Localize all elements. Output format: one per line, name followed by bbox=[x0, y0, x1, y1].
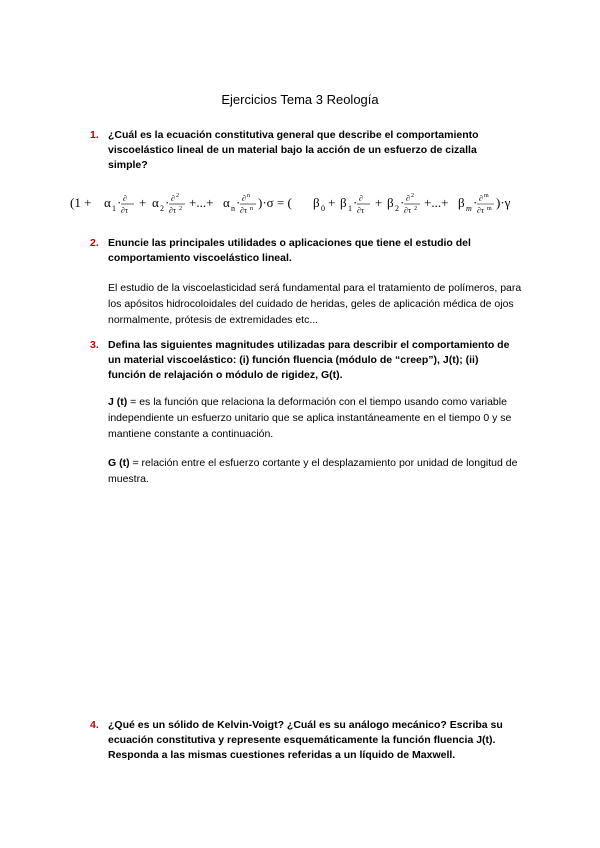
formula-alpha: α bbox=[152, 195, 159, 210]
question-number: 2. bbox=[90, 237, 99, 249]
formula-dot: · bbox=[353, 195, 358, 210]
formula-denominator: ∂τ bbox=[404, 206, 412, 215]
formula-sub: n bbox=[231, 204, 235, 213]
constitutive-equation bbox=[70, 185, 540, 225]
formula-denominator: ∂τ bbox=[357, 206, 365, 215]
question-3 bbox=[90, 338, 510, 383]
formula-numerator: ∂ bbox=[406, 194, 410, 203]
formula-sup: m bbox=[484, 193, 489, 199]
formula-sub: m bbox=[466, 204, 472, 213]
document-title: Ejercicios Tema 3 Reología bbox=[221, 92, 379, 107]
formula-numerator: ∂ bbox=[359, 194, 363, 203]
question-number: 4. bbox=[90, 719, 99, 731]
formula-ellipsis: +...+ bbox=[189, 195, 214, 210]
formula-sub: 1 bbox=[112, 204, 116, 213]
formula-denominator: ∂τ bbox=[477, 206, 485, 215]
formula-numerator: ∂ bbox=[479, 194, 483, 203]
formula-sup: 2 bbox=[414, 206, 417, 212]
formula-sigma: )·σ = ( bbox=[258, 195, 292, 210]
answer-g bbox=[108, 455, 528, 487]
formula-beta: β bbox=[458, 195, 465, 210]
formula-open: (1 + bbox=[70, 195, 92, 210]
formula-dot: · bbox=[400, 195, 405, 210]
formula-sup: 2 bbox=[176, 193, 179, 199]
formula-sup: 2 bbox=[179, 206, 182, 212]
formula-sup: m bbox=[487, 206, 492, 212]
question-text: ¿Qué es un sólido de Kelvin-Voigt? ¿Cuál es su análogo mecánico? Escriba su ecuación constitutiva y represente esquemáticamente la función fluencia J(t). Responda a las mismas cuestiones referidas a un líquido de Maxwell. bbox=[108, 719, 503, 761]
formula-sub: 2 bbox=[160, 204, 164, 213]
formula-denominator: ∂τ bbox=[121, 206, 129, 215]
j-label: J (t) bbox=[108, 396, 128, 408]
question-text: Enuncie las principales utilidades o aplicaciones que tiene el estudio del comportamiento viscoelástico lineal. bbox=[108, 237, 471, 264]
formula-numerator: ∂ bbox=[242, 194, 246, 203]
formula-numerator: ∂ bbox=[171, 194, 175, 203]
formula-beta: β bbox=[313, 195, 320, 210]
formula-ellipsis: +...+ bbox=[424, 195, 449, 210]
formula-alpha: α bbox=[223, 195, 230, 210]
answer-2: El estudio de la viscoelasticidad será fundamental para el tratamiento de polímeros, para los apósitos hidrocoloidales del cuidado de heridas, geles de aplicación médica de ojos normalmente, prótesis de extremidades etc... bbox=[108, 282, 522, 326]
formula-denominator: ∂τ bbox=[240, 206, 248, 215]
question-number: 1. bbox=[90, 129, 99, 141]
j-definition: = es la función que relaciona la deformación con el tiempo usando como variable independiente un esfuerzo unitario que se aplica instantáneamente en el tiempo 0 y se mantiene constante a continuación. bbox=[108, 396, 512, 440]
formula-dot: · bbox=[236, 195, 241, 210]
g-definition: = relación entre el esfuerzo cortante y el desplazamiento por unidad de longitud de muestra. bbox=[108, 457, 518, 485]
formula-plus: + bbox=[139, 195, 147, 210]
formula-sub: 2 bbox=[395, 204, 399, 213]
formula-sup: n bbox=[247, 193, 250, 199]
formula-sub: 1 bbox=[348, 204, 352, 213]
question-1 bbox=[90, 128, 510, 173]
formula-beta: β bbox=[387, 195, 394, 210]
formula-dot: · bbox=[473, 195, 478, 210]
question-text: Defina las siguientes magnitudes utilizadas para describir el comportamiento de un material viscoelástico: (i) función fluencia (módulo de “creep”), J(t); (ii) función de relajación o módulo de rigidez, G(t). bbox=[108, 339, 510, 381]
question-2 bbox=[90, 236, 510, 266]
g-label: G (t) bbox=[108, 457, 130, 469]
formula-alpha: α bbox=[104, 195, 111, 210]
answer-j bbox=[108, 394, 528, 442]
formula-beta: β bbox=[340, 195, 347, 210]
formula-sup: n bbox=[250, 206, 253, 212]
formula-sup: 2 bbox=[411, 193, 414, 199]
formula-denominator: ∂τ bbox=[169, 206, 177, 215]
formula-numerator: ∂ bbox=[123, 194, 127, 203]
formula-plus: + bbox=[328, 195, 336, 210]
question-text: ¿Cuál es la ecuación constitutiva general que describe el comportamiento viscoelástico lineal de un material bajo la acción de un esfuerzo de cizalla simple? bbox=[108, 129, 479, 171]
formula-plus: + bbox=[375, 195, 383, 210]
question-number: 3. bbox=[90, 339, 99, 351]
formula-gamma: )·γ bbox=[496, 195, 511, 210]
question-4 bbox=[90, 718, 510, 763]
formula-dot: · bbox=[165, 195, 170, 210]
formula-sub: 0 bbox=[321, 204, 325, 213]
formula-dot: · bbox=[117, 195, 122, 210]
